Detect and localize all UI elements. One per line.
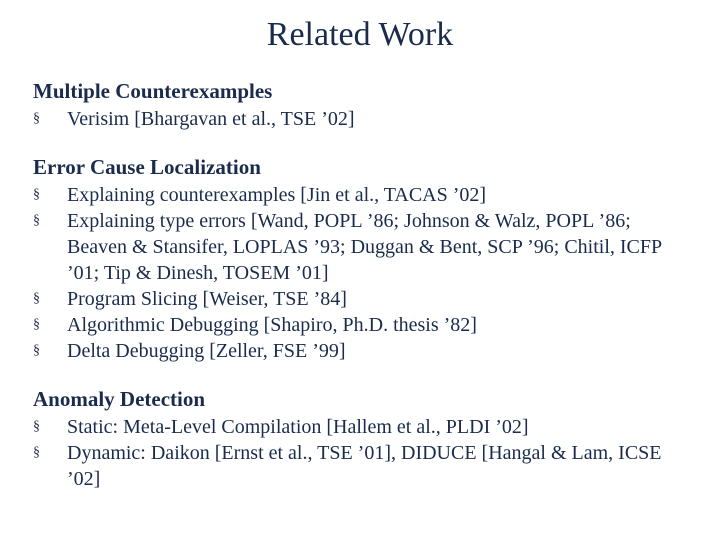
list-item <box>33 208 693 286</box>
bullet-icon: § <box>33 445 40 460</box>
slide-title: Related Work <box>266 16 454 53</box>
bullet-icon: § <box>33 187 40 202</box>
bullet-icon: § <box>33 343 40 358</box>
slide-content <box>33 76 693 512</box>
bullet-list <box>33 106 693 132</box>
list-item <box>33 312 693 338</box>
section-heading: Error Cause Localization <box>33 155 261 179</box>
list-item-text: Explaining type errors [Wand, POPL ’86; Johnson & Walz, POPL ’86; Beaven & Stansifer, LOPLAS ’93; Duggan & Bent, SCP ’96; Chitil, ICFP ’01; Tip & Dinesh, TOSEM ’01] <box>67 210 662 284</box>
section-heading: Anomaly Detection <box>33 387 206 411</box>
section-anomaly-detection <box>33 384 693 492</box>
bullet-icon: § <box>33 213 40 228</box>
list-item-text: Verisim [Bhargavan et al., TSE ’02] <box>67 108 355 130</box>
list-item <box>33 440 693 492</box>
bullet-icon: § <box>33 291 40 306</box>
bullet-icon: § <box>33 111 40 126</box>
list-item-text: Delta Debugging [Zeller, FSE ’99] <box>67 340 346 362</box>
list-item-text: Static: Meta-Level Compilation [Hallem et al., PLDI ’02] <box>67 416 529 438</box>
list-item <box>33 106 693 132</box>
list-item-text: Program Slicing [Weiser, TSE ’84] <box>67 288 347 310</box>
list-item <box>33 414 693 440</box>
bullet-icon: § <box>33 317 40 332</box>
list-item-text: Dynamic: Daikon [Ernst et al., TSE ’01], DIDUCE [Hangal & Lam, ICSE ’02] <box>67 442 662 490</box>
list-item-text: Algorithmic Debugging [Shapiro, Ph.D. thesis ’82] <box>67 314 477 336</box>
list-item-text: Explaining counterexamples [Jin et al., TACAS ’02] <box>67 184 487 206</box>
section-heading: Multiple Counterexamples <box>33 79 273 103</box>
list-item <box>33 182 693 208</box>
bullet-list <box>33 182 693 364</box>
bullet-icon: § <box>33 419 40 434</box>
section-multiple-counterexamples <box>33 76 693 132</box>
list-item <box>33 338 693 364</box>
list-item <box>33 286 693 312</box>
bullet-list <box>33 414 693 492</box>
section-error-cause-localization <box>33 152 693 364</box>
